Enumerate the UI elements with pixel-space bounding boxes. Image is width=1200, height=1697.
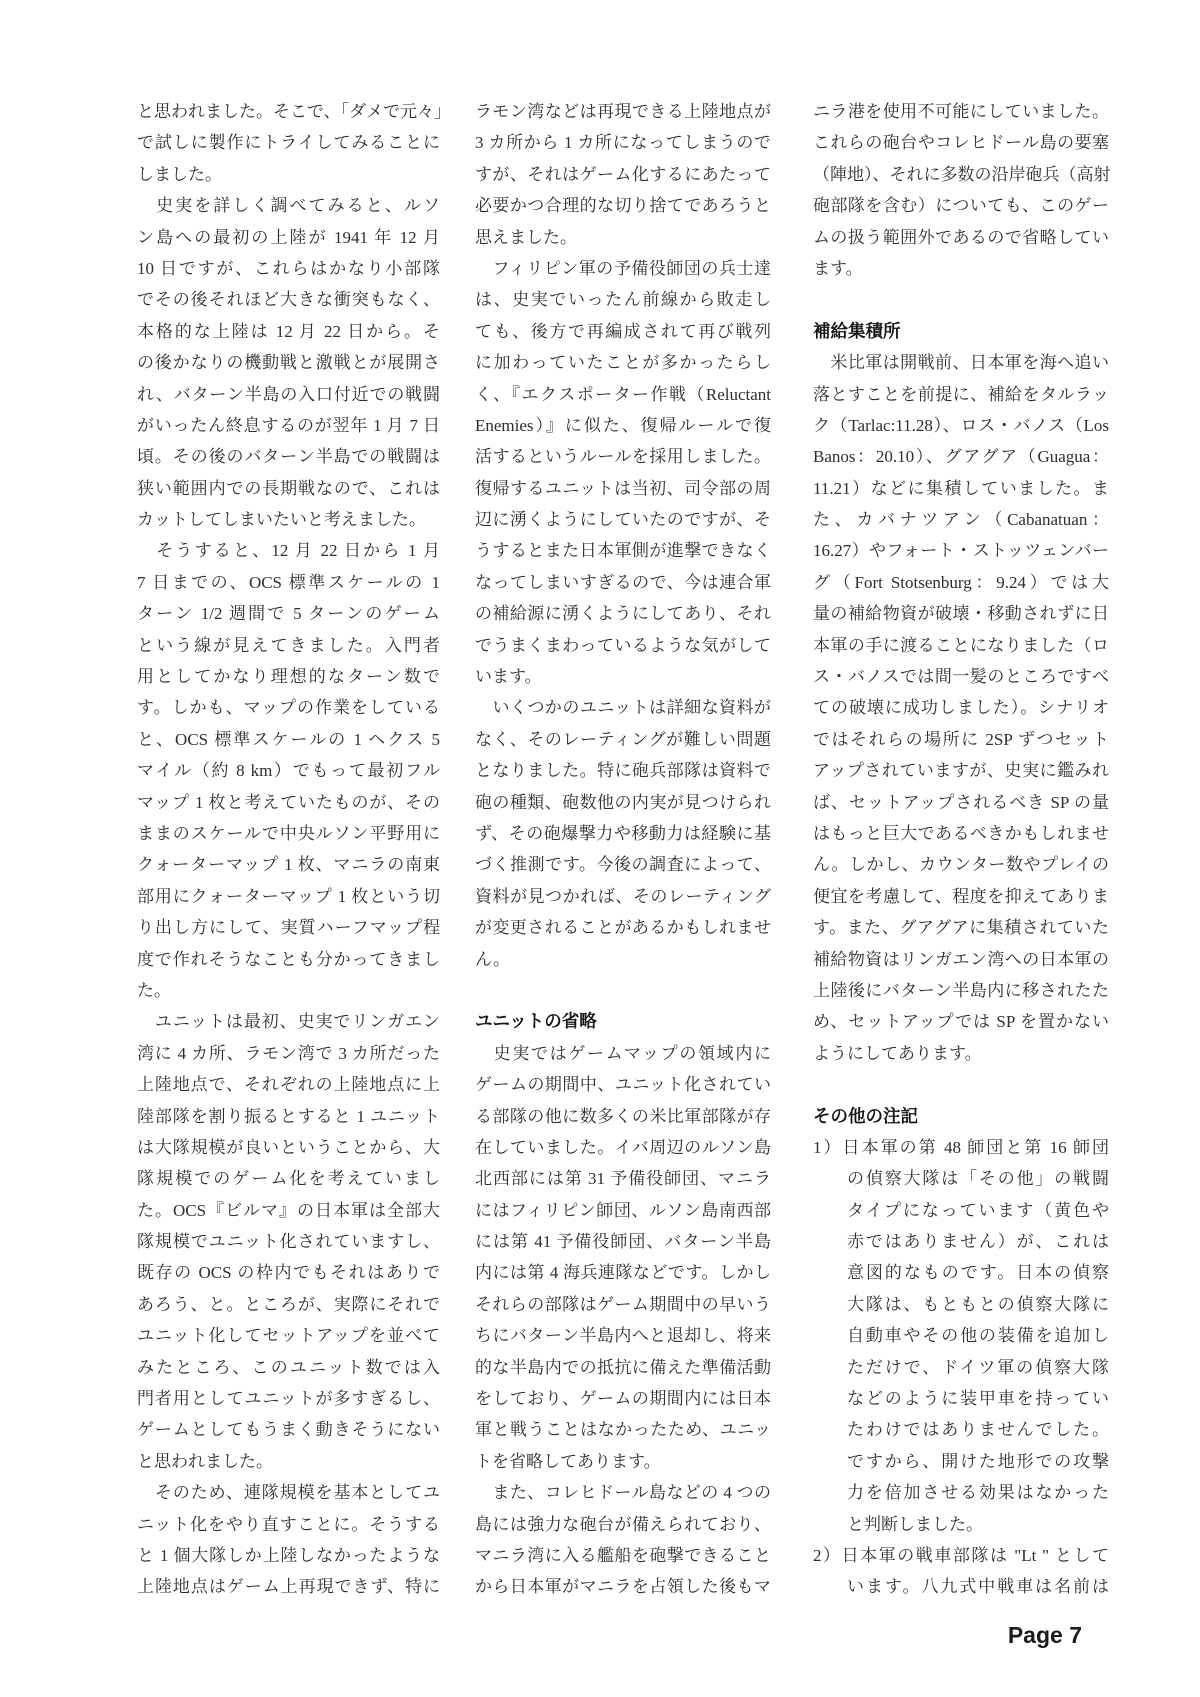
text-line: 思えました。 [475, 227, 577, 247]
text-line: ず、その砲爆撃力や移動力は経験に基 [475, 823, 771, 843]
section-heading: その他の注記 [813, 1105, 918, 1126]
note-list-line: 大隊は、もともとの偵察大隊に [847, 1294, 1109, 1314]
text-line: 便宜を考慮して、程度を抑えてありま [813, 886, 1109, 906]
text-line: 内には第 4 海兵連隊などです。しかし [475, 1263, 771, 1283]
text-line: 上陸後にバターン半島内に移されたた [813, 980, 1109, 1000]
text-line: 砲の種類、砲数他の内実が見つけられ [475, 792, 771, 812]
text-line: ゲームの期間中、ユニット化されてい [475, 1075, 771, 1095]
note-list-line: ただけで、ドイツ軍の偵察大隊 [847, 1357, 1109, 1377]
text-line: います。 [475, 667, 542, 687]
text-line: は大隊規模が良いということから、大 [137, 1137, 440, 1157]
section-gap [813, 284, 1109, 315]
text-line: す。しかも、マップの作業をしている [137, 698, 440, 718]
text-line: Banos：20.10）、グアグア（Guagua： [813, 447, 1109, 467]
text-line: 必要かつ合理的な切り捨てであろうと [475, 196, 771, 216]
text-line: 砲部隊を含む）についても、このゲー [813, 196, 1109, 216]
text-line: 史実ではゲームマップの領域内に [475, 1043, 771, 1063]
text-line: と 1 個大隊しか上陸しなかったような [137, 1545, 440, 1565]
text-line: アップされていますが、史実に鑑みれ [813, 761, 1109, 781]
text-line: ニット化をやり直すことに。そうする [137, 1514, 440, 1534]
text-line: これらの砲台やコレヒドール島の要塞 [813, 133, 1109, 153]
note-list-line: 意図的なものです。日本の偵察 [847, 1263, 1109, 1283]
text-line: 落とすことを前提に、補給をタルラッ [813, 384, 1109, 404]
column-1 [137, 96, 452, 1603]
note-list-line: ですから、開けた地形での攻撃 [847, 1451, 1109, 1471]
text-line: 資料が見つかれば、そのレーティング [475, 886, 771, 906]
text-line: す。また、グアグアに集積されていた [813, 918, 1109, 938]
text-line: ての破壊に成功しました）。シナリオ [813, 698, 1109, 718]
text-line: ゲームとしてもうまく動きそうにない [137, 1420, 440, 1440]
text-line: で試しに製作にトライしてみることに [137, 133, 440, 153]
text-line: と思われました。 [137, 1451, 273, 1471]
text-line: ニラ港を使用不可能にしていました。 [813, 102, 1109, 121]
section-gap [813, 1069, 1109, 1100]
text-line: 度で作れそうなことも分かってきまし [137, 949, 440, 969]
text-line: 16.27）やフォート・ストッツェンバー [813, 541, 1109, 561]
text-line: く、『エクスポーター作戦（Reluctant [475, 384, 771, 404]
note-list-line: 2）日本軍の戦車部隊は "Lt " として [813, 1545, 1109, 1565]
note-list-line: 1）日本軍の第 48 師団と第 16 師団 [813, 1137, 1109, 1157]
text-line: カットしてしまいたいと考えました。 [137, 510, 426, 530]
text-line: 在していました。イバ周辺のルソン島 [475, 1137, 771, 1157]
text-line: ちにバターン半島内へと退却し、将来 [475, 1326, 771, 1346]
text-line: ます。 [813, 258, 863, 278]
text-line: はもっと巨大であるべきかもしれませ [813, 823, 1109, 843]
text-line: 湾に 4 カ所、ラモン湾で 3 カ所だった [137, 1043, 440, 1063]
text-line: た。OCS『ビルマ』の日本軍は全部大 [137, 1200, 440, 1220]
column-3 [813, 96, 1109, 1603]
text-line: 陸部隊を割り振るとすると 1 ユニット [137, 1106, 440, 1126]
text-line: 量の補給物資が破壊・移動されずに日 [813, 604, 1109, 624]
text-line: マイル（約 8 km）でもって最初フル [137, 761, 440, 781]
text-line: 頃。その後のバターン半島での戦闘は [137, 447, 440, 467]
note-list-line: の偵察大隊は「その他」の戦闘 [847, 1169, 1109, 1189]
text-line: ん。 [475, 949, 511, 969]
text-line: 上陸地点で、それぞれの上陸地点に上 [137, 1075, 440, 1095]
text-line: 狭い範囲内での長期戦なので、これは [137, 478, 440, 498]
text-line: 補給物資はリンガエン湾への日本軍の [813, 949, 1109, 969]
note-list-line: タイプになっています（黄色や [847, 1200, 1109, 1220]
text-line: すが、それはゲーム化するにあたって [475, 164, 771, 184]
text-line: でうまくまわっているような気がして [475, 635, 771, 655]
text-line: ても、後方で再編成されて再び戦列 [475, 321, 771, 341]
text-line: ターン 1/2 週間で 5 ターンのゲーム [137, 604, 440, 624]
text-line: た、カバナツアン（Cabanatuan： [813, 510, 1109, 530]
note-list-line: などのように装甲車を持ってい [847, 1389, 1109, 1409]
section-heading: 補給集積所 [813, 320, 901, 341]
text-line: には第 41 予備役師団、バターン半島 [475, 1232, 771, 1252]
text-line: マニラ湾に入る艦船を砲撃できること [475, 1545, 771, 1565]
text-line: 北西部には第 31 予備役師団、マニラ [475, 1169, 771, 1189]
text-line: クォーターマップ 1 枚、マニラの南東 [137, 855, 440, 875]
text-line: 上陸地点はゲーム上再現できず、特に [137, 1577, 440, 1597]
text-line: なく、そのレーティングが難しい問題 [475, 729, 771, 749]
text-line: た。 [137, 980, 171, 1000]
text-line: 的な半島内での抵抗に備えた準備活動 [475, 1357, 771, 1377]
text-line: ん。しかし、カウンター数やプレイの [813, 855, 1109, 875]
text-line: 門者用としてユニットが多すぎるし、 [137, 1389, 440, 1409]
text-line: れ、バターン半島の入口付近での戦闘 [137, 384, 440, 404]
text-line: 7 日までの、OCS 標準スケールの 1 [137, 572, 440, 592]
text-line: をしており、ゲームの期間内には日本 [475, 1389, 771, 1409]
text-line: と思われました。そこで、「ダメで元々」 [137, 102, 452, 121]
text-line: そうすると、12 月 22 日から 1 月 [137, 541, 440, 561]
text-line: の後かなりの機動戦と激戦とが展開さ [137, 353, 440, 373]
text-line: 3 カ所から 1 カ所になってしまうので [475, 133, 771, 153]
text-line: それらの部隊はゲーム期間中の早いう [475, 1294, 771, 1314]
text-line: は、史実でいったん前線から敗走し [475, 290, 771, 310]
text-line: 米比軍は開戦前、日本軍を海へ追い [813, 353, 1109, 373]
text-line: 史実を詳しく調べてみると、ルソ [137, 196, 440, 216]
text-line: しました。 [137, 164, 222, 184]
text-line: 10 日ですが、これらはかなり小部隊 [137, 258, 440, 278]
note-list-line: います。八九式中戦車は名前は [847, 1577, 1109, 1597]
text-line: なってしまいすぎるので、今は連合軍 [475, 572, 771, 592]
text-line: 本軍の手に渡ることになりました（ロ [813, 635, 1109, 655]
text-line: また、コレヒドール島などの 4 つの [475, 1483, 771, 1503]
text-line: ユニットは最初、史実でリンガエン [137, 1012, 440, 1032]
text-line: に加わっていたことが多かったらし [475, 353, 771, 373]
text-line: ス・バノスでは間一髪のところですべ [813, 667, 1109, 687]
text-line: づく推測です。今後の調査によって、 [475, 855, 771, 875]
text-line: がいったん終息するのが翌年 1 月 7 日 [137, 415, 440, 435]
section-gap [475, 975, 771, 1006]
text-line: 活するというルールを採用しました。 [475, 447, 771, 467]
text-line: る部隊の他に数多くの米比軍部隊が存 [475, 1106, 771, 1126]
text-line: ようにしてあります。 [813, 1043, 982, 1063]
text-line: 本格的な上陸は 12 月 22 日から。そ [137, 321, 440, 341]
text-line: グ（Fort Stotsenburg：9.24）では大 [813, 572, 1109, 592]
column-2 [475, 96, 771, 1603]
text-line: 11.21）などに集積していました。ま [813, 478, 1109, 498]
note-list-line: 自動車やその他の装備を追加し [847, 1326, 1109, 1346]
text-line: トを省略してあります。 [475, 1451, 661, 1471]
text-line: （陣地）、それに多数の沿岸砲兵（高射 [813, 164, 1111, 184]
text-line: 部用にクォーターマップ 1 枚という切 [137, 886, 440, 906]
text-line: Enemies）』に似た、復帰ルールで復 [475, 415, 771, 435]
note-list-line: と判断しました。 [847, 1514, 983, 1534]
text-line: マップ 1 枚と考えていたものが、その [137, 792, 440, 812]
text-line: ば、セットアップされるべき SP の量 [813, 792, 1109, 812]
text-line: ままのスケールで中央ルソン平野用に [137, 823, 440, 843]
text-line: フィリピン軍の予備役師団の兵士達 [475, 258, 771, 278]
text-line: みたところ、このユニット数では入 [137, 1357, 440, 1377]
text-line: ムの扱う範囲外であるので省略してい [813, 227, 1109, 247]
text-line: が変更されることがあるかもしれませ [475, 918, 771, 938]
text-line: ではそれらの場所に 2SP ずつセット [813, 729, 1109, 749]
text-line: 復帰するユニットは当初、司令部の周 [475, 478, 771, 498]
text-line: 既存の OCS の枠内でもそれはありで [137, 1263, 440, 1283]
section-heading: ユニットの省略 [475, 1011, 597, 1032]
text-line: あろう、と。ところが、実際にそれで [137, 1294, 440, 1314]
page-number: Page 7 [1007, 1622, 1082, 1648]
text-line: 軍と戦うことはなかったため、ユニッ [475, 1420, 771, 1440]
text-line: という線が見えてきました。入門者 [137, 635, 440, 655]
text-line: 隊規模でのゲーム化を考えていまし [137, 1169, 440, 1189]
text-line: の補給源に湧くようにしてあり、それ [475, 604, 771, 624]
text-line: いくつかのユニットは詳細な資料が [475, 698, 771, 718]
text-line: でその後それほど大きな衝突もなく、 [137, 290, 440, 310]
text-line: ラモン湾などは再現できる上陸地点が [475, 102, 771, 121]
text-line: と、OCS 標準スケールの 1 ヘクス 5 [137, 729, 440, 749]
note-list-line: たわけではありませんでした。 [847, 1420, 1109, 1440]
text-line: り出し方にして、実質ハーフマップ程 [137, 918, 440, 938]
note-list-line: 赤ではありません）が、これは [847, 1232, 1109, 1252]
text-line: ユニット化してセットアップを並べて [137, 1326, 440, 1346]
text-line: となりました。特に砲兵部隊は資料で [475, 761, 771, 781]
text-line: ン島への最初の上陸が 1941 年 12 月 [137, 227, 440, 247]
text-line: うするとまた日本軍側が進撃できなく [475, 541, 771, 561]
text-line: そのため、連隊規模を基本としてユ [137, 1483, 440, 1503]
text-line: め、セットアップでは SP を置かない [813, 1012, 1109, 1032]
text-line: 島には強力な砲台が備えられており、 [475, 1514, 771, 1534]
text-line: 隊規模でユニット化されていますし、 [137, 1232, 440, 1252]
note-list-line: 力を倍加させる効果はなかった [847, 1483, 1109, 1503]
text-line: ク（Tarlac:11.28）、ロス・バノス（Los [813, 415, 1109, 435]
text-line: から日本軍がマニラを占領した後もマ [475, 1577, 771, 1597]
text-line: 用としてかなり理想的なターン数で [137, 667, 440, 687]
text-line: にはフィリピン師団、ルソン島南西部 [475, 1200, 771, 1220]
text-line: 辺に湧くようにしていたのですが、そ [475, 510, 771, 530]
